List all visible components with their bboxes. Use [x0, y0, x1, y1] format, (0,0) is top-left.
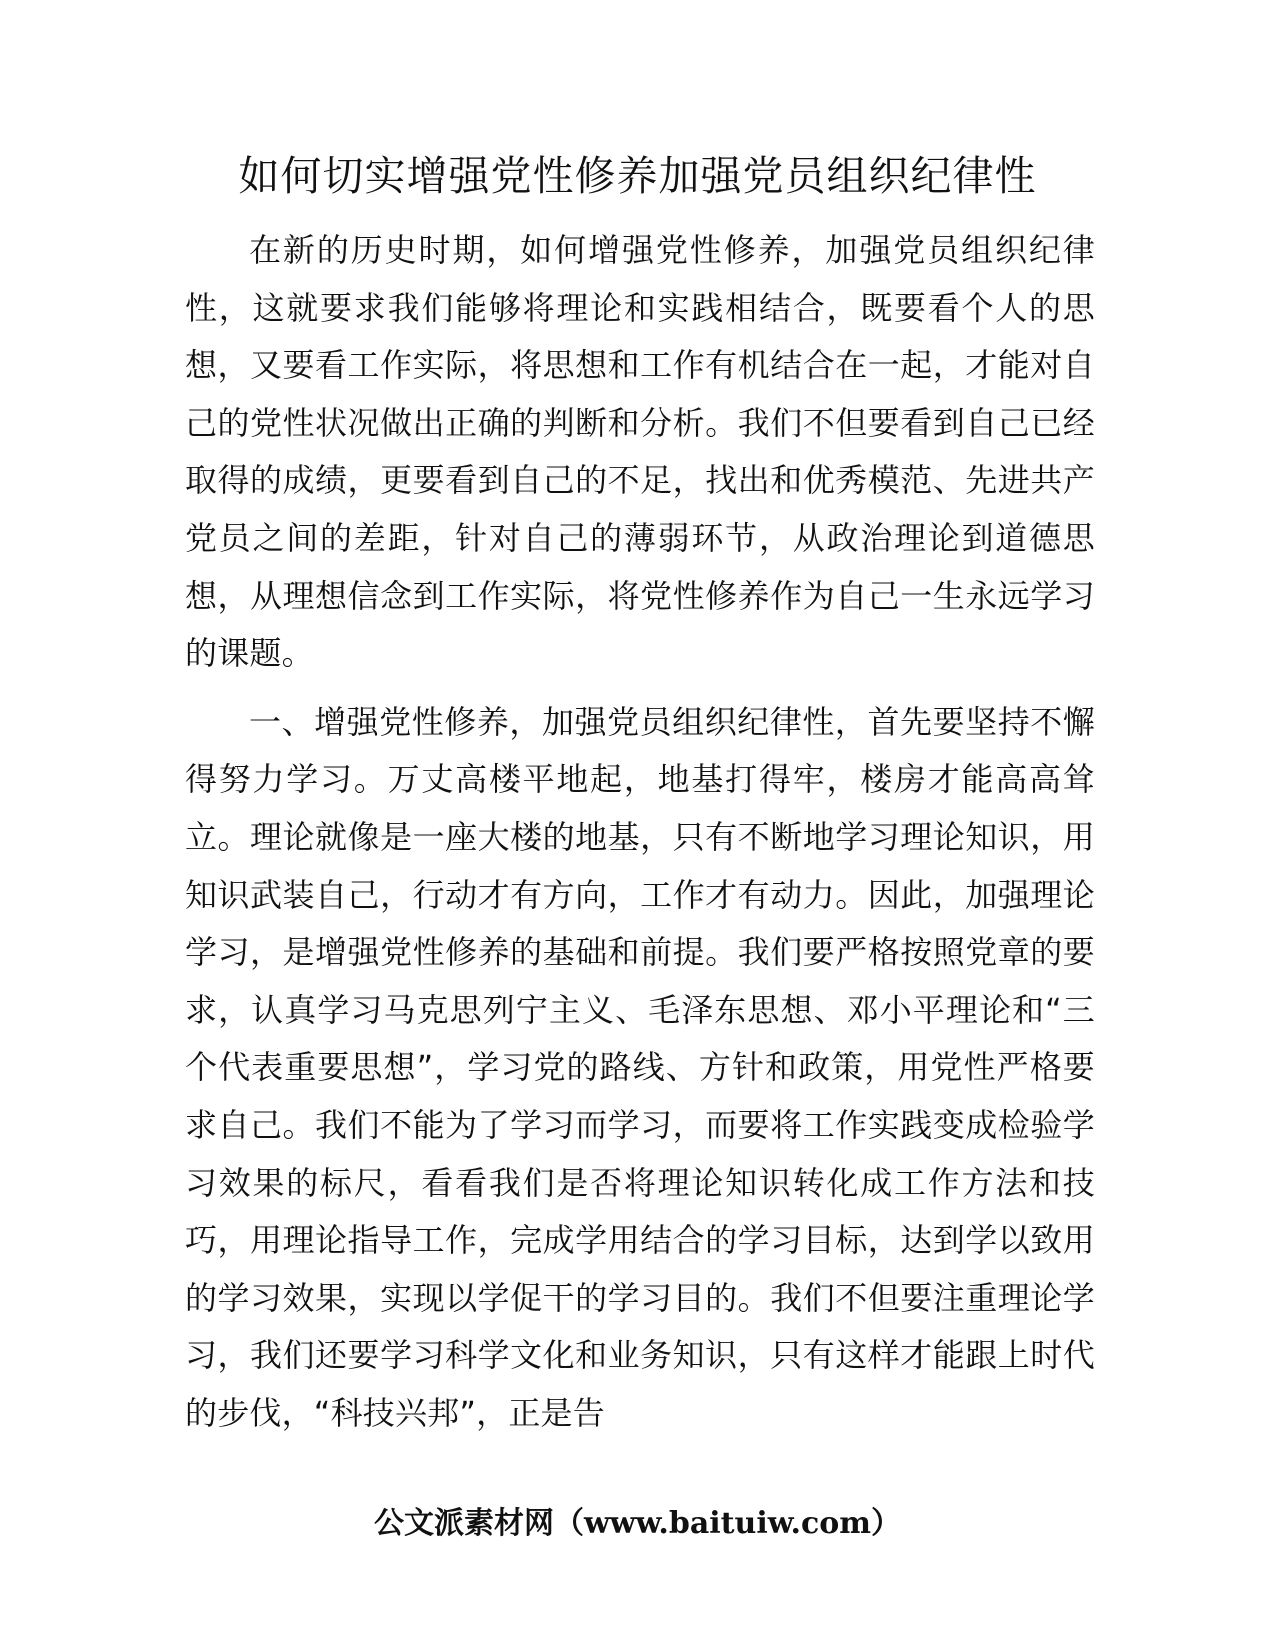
paragraph-intro: 在新的历史时期，如何增强党性修养，加强党员组织纪律性，这就要求我们能够将理论和实践相结合，既要看个人的思想，又要看工作实际，将思想和工作有机结合在一起，才能对自己的党性状况做出正确的判断和分析。我们不但要看到自己已经取得的成绩，更要看到自己的不足，找出和优秀模范、先进共产党员之间的差距，针对自己的薄弱环节，从政治理论到道德思想，从理想信念到工作实际，将党性修养作为自己一生永远学习的课题。 — [185, 231, 1095, 673]
document-body — [185, 222, 1095, 1442]
page-footer-watermark: 公文派素材网（www.baituiw.com） — [373, 1506, 902, 1541]
document-title: 如何切实增强党性修养加强党员组织纪律性 — [238, 152, 1037, 200]
paragraph-section-one: 一、增强党性修养，加强党员组织纪律性，首先要坚持不懈得努力学习。万丈高楼平地起，地基打得牢，楼房才能高高耸立。理论就像是一座大楼的地基，只有不断地学习理论知识，用知识武装自己，行动才有方向，工作才有动力。因此，加强理论学习，是增强党性修养的基础和前提。我们要严格按照党章的要求，认真学习马克思列宁主义、毛泽东思想、邓小平理论和“三个代表重要思想”，学习党的路线、方针和政策，用党性严格要求自己。我们不能为了学习而学习，而要将工作实践变成检验学习效果的标尺，看看我们是否将理论知识转化成工作方法和技巧，用理论指导工作，完成学用结合的学习目标，达到学以致用的学习效果，实现以学促干的学习目的。我们不但要注重理论学习，我们还要学习科学文化和业务知识，只有这样才能跟上时代的步伐，“科技兴邦”，正是告 — [185, 702, 1095, 1432]
